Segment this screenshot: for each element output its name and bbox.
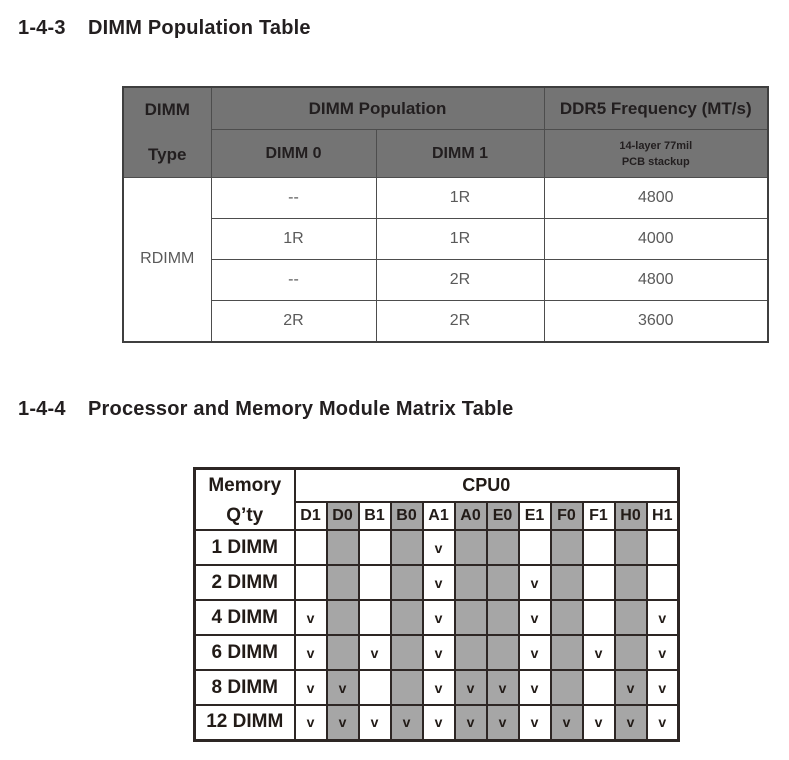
matrix-cell-a1: v [423, 670, 455, 705]
matrix-cell-d0: v [327, 670, 359, 705]
matrix-cell-a0: v [455, 705, 487, 740]
matrix-cell-b1: v [359, 705, 391, 740]
matrix-cell-e1: v [519, 600, 551, 635]
frequency-cell: 3600 [544, 301, 768, 342]
matrix-column-header-d1: D1 [295, 502, 327, 530]
memory-matrix-table [193, 467, 680, 742]
dimm0-cell: 2R [211, 301, 376, 342]
matrix-cell-a1: v [423, 530, 455, 565]
matrix-cell-f0 [551, 600, 583, 635]
matrix-row [195, 705, 679, 740]
matrix-cell-e0: v [487, 670, 519, 705]
matrix-cell-b0 [391, 670, 423, 705]
matrix-cell-d0 [327, 635, 359, 670]
matrix-row [195, 670, 679, 705]
matrix-cell-d0: v [327, 705, 359, 740]
matrix-cell-h1: v [647, 635, 679, 670]
dimm1-cell: 1R [376, 178, 544, 219]
matrix-cell-b1 [359, 530, 391, 565]
matrix-cell-d1: v [295, 635, 327, 670]
matrix-cell-f0: v [551, 705, 583, 740]
table1-row [123, 301, 768, 342]
matrix-header-row-1 [195, 469, 679, 502]
dimm-type-line2: Type [148, 144, 187, 164]
matrix-row [195, 600, 679, 635]
matrix-cell-f1: v [583, 705, 615, 740]
matrix-cell-e0 [487, 530, 519, 565]
table1-header-row-1 [123, 87, 768, 130]
matrix-column-header-d0: D0 [327, 502, 359, 530]
dimm-type-group-cell: RDIMM [123, 178, 211, 342]
matrix-cell-h1: v [647, 670, 679, 705]
matrix-cell-b0: v [391, 705, 423, 740]
section-title: DIMM Population Table [88, 17, 311, 39]
dimm0-cell: 1R [211, 219, 376, 260]
matrix-cell-d0 [327, 565, 359, 600]
frequency-cell: 4800 [544, 260, 768, 301]
matrix-column-header-h1: H1 [647, 502, 679, 530]
matrix-cell-e1: v [519, 565, 551, 600]
matrix-cell-a0 [455, 565, 487, 600]
matrix-cell-d0 [327, 600, 359, 635]
matrix-cell-h0 [615, 565, 647, 600]
matrix-cell-a1: v [423, 600, 455, 635]
dimm0-column-header: DIMM 0 [211, 130, 376, 178]
matrix-cell-a0 [455, 600, 487, 635]
matrix-cell-f1 [583, 600, 615, 635]
matrix-cell-h0 [615, 635, 647, 670]
matrix-cell-a1: v [423, 705, 455, 740]
matrix-cell-d1: v [295, 600, 327, 635]
dimm1-column-header: DIMM 1 [376, 130, 544, 178]
matrix-cell-f1 [583, 670, 615, 705]
matrix-cell-b1 [359, 565, 391, 600]
matrix-column-header-b1: B1 [359, 502, 391, 530]
matrix-cell-e0 [487, 565, 519, 600]
matrix-cell-a1: v [423, 635, 455, 670]
section-heading-matrix [18, 398, 514, 421]
matrix-column-header-e1: E1 [519, 502, 551, 530]
dimm1-cell: 2R [376, 301, 544, 342]
cpu0-header: CPU0 [295, 469, 679, 502]
matrix-cell-e1 [519, 530, 551, 565]
matrix-column-header-a1: A1 [423, 502, 455, 530]
matrix-cell-h1 [647, 530, 679, 565]
matrix-cell-h1 [647, 565, 679, 600]
pcb-stackup-column-header [544, 130, 768, 178]
matrix-cell-d1: v [295, 705, 327, 740]
matrix-cell-a0 [455, 530, 487, 565]
matrix-row [195, 530, 679, 565]
matrix-row [195, 635, 679, 670]
dimm1-cell: 2R [376, 260, 544, 301]
dimm0-cell: -- [211, 260, 376, 301]
matrix-cell-e0 [487, 635, 519, 670]
matrix-cell-h0 [615, 530, 647, 565]
table1-row [123, 260, 768, 301]
pcb-stackup-line2: PCB stackup [621, 155, 690, 168]
matrix-cell-d1 [295, 530, 327, 565]
matrix-row-label: 12 DIMM [195, 705, 295, 740]
matrix-cell-b0 [391, 565, 423, 600]
matrix-cell-b0 [391, 600, 423, 635]
matrix-row-label: 4 DIMM [195, 600, 295, 635]
section-number: 1-4-3 [18, 17, 66, 39]
matrix-cell-a0 [455, 635, 487, 670]
matrix-cell-a1: v [423, 565, 455, 600]
memory-qty-line2: Q’ty [226, 504, 264, 526]
matrix-cell-f1 [583, 565, 615, 600]
matrix-cell-d1: v [295, 670, 327, 705]
dimm-population-table [122, 86, 769, 343]
matrix-cell-b0 [391, 530, 423, 565]
matrix-cell-b1 [359, 670, 391, 705]
memory-qty-line1: Memory [208, 475, 282, 496]
matrix-column-header-f0: F0 [551, 502, 583, 530]
pcb-stackup-line1: 14-layer 77mil [619, 139, 693, 152]
dimm-population-column-header: DIMM Population [211, 87, 544, 130]
matrix-body [195, 530, 679, 740]
dimm1-cell: 1R [376, 219, 544, 260]
matrix-cell-e1: v [519, 705, 551, 740]
table1-row [123, 219, 768, 260]
matrix-cell-f0 [551, 530, 583, 565]
matrix-cell-f0 [551, 565, 583, 600]
matrix-cell-d0 [327, 530, 359, 565]
matrix-cell-h1: v [647, 600, 679, 635]
section-heading-dimm-population [18, 17, 311, 40]
matrix-row-label: 6 DIMM [195, 635, 295, 670]
matrix-cell-f0 [551, 635, 583, 670]
matrix-cell-e1: v [519, 670, 551, 705]
memory-qty-header [195, 469, 295, 531]
matrix-cell-h0: v [615, 705, 647, 740]
frequency-cell: 4800 [544, 178, 768, 219]
dimm-type-line1: DIMM [144, 100, 190, 119]
matrix-cell-a0: v [455, 670, 487, 705]
dimm0-cell: -- [211, 178, 376, 219]
matrix-column-header-f1: F1 [583, 502, 615, 530]
section-title: Processor and Memory Module Matrix Table [88, 398, 514, 420]
matrix-cell-e0 [487, 600, 519, 635]
matrix-row [195, 565, 679, 600]
matrix-row-label: 2 DIMM [195, 565, 295, 600]
matrix-cell-e0: v [487, 705, 519, 740]
matrix-column-header-h0: H0 [615, 502, 647, 530]
matrix-cell-h1: v [647, 705, 679, 740]
ddr5-frequency-column-header: DDR5 Frequency (MT/s) [544, 87, 768, 130]
matrix-cell-b1 [359, 600, 391, 635]
table1-row [123, 178, 768, 219]
dimm-type-column-header [123, 87, 211, 178]
matrix-cell-b1: v [359, 635, 391, 670]
matrix-cell-h0: v [615, 670, 647, 705]
table1-header-row-2 [123, 130, 768, 178]
frequency-cell: 4000 [544, 219, 768, 260]
matrix-row-label: 1 DIMM [195, 530, 295, 565]
matrix-cell-f0 [551, 670, 583, 705]
matrix-cell-b0 [391, 635, 423, 670]
matrix-cell-f1 [583, 530, 615, 565]
matrix-column-header-b0: B0 [391, 502, 423, 530]
matrix-cell-h0 [615, 600, 647, 635]
matrix-column-header-a0: A0 [455, 502, 487, 530]
matrix-column-header-e0: E0 [487, 502, 519, 530]
matrix-cell-d1 [295, 565, 327, 600]
matrix-row-label: 8 DIMM [195, 670, 295, 705]
section-number: 1-4-4 [18, 398, 66, 420]
matrix-cell-e1: v [519, 635, 551, 670]
matrix-cell-f1: v [583, 635, 615, 670]
